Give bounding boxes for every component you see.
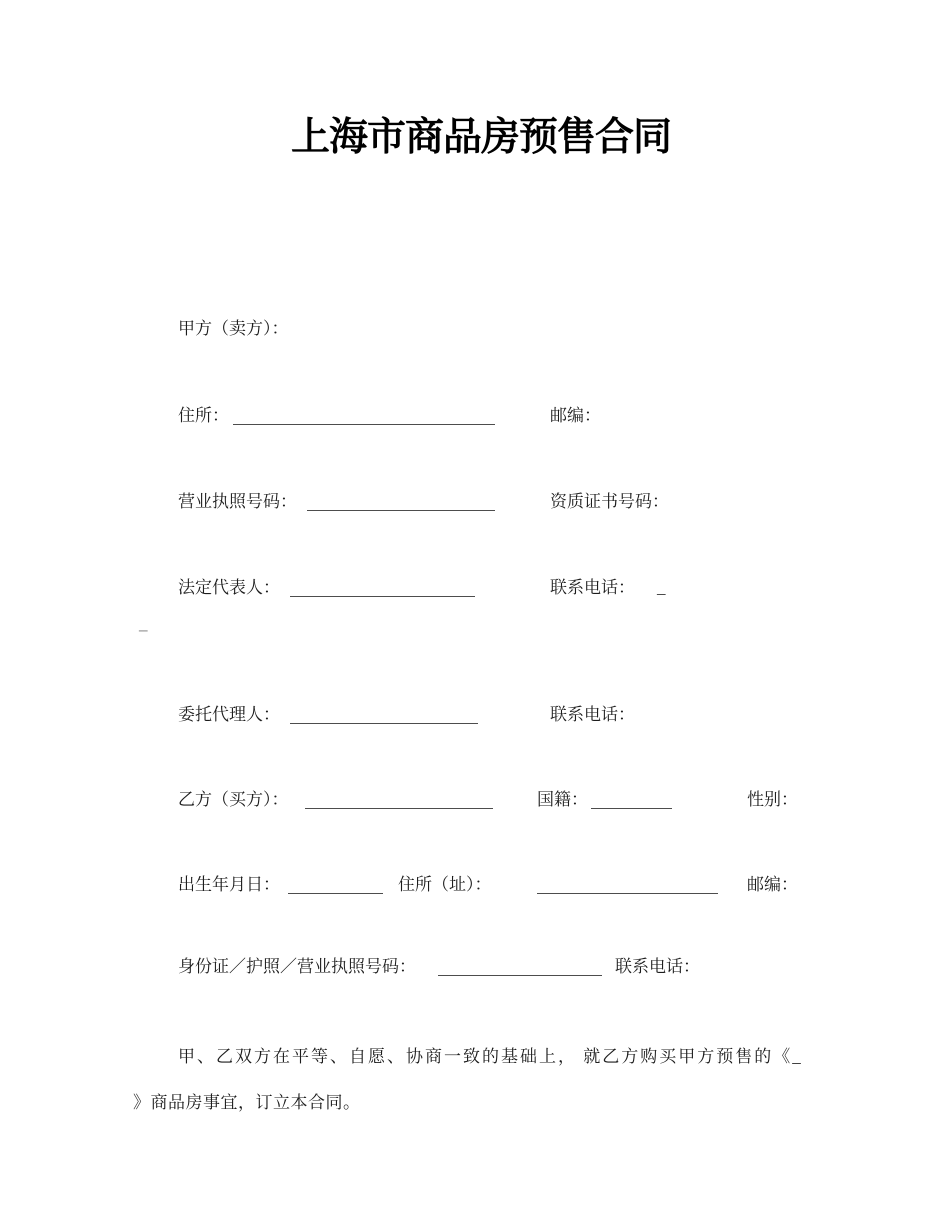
nationality-label: 国籍： [537, 790, 588, 809]
party-b-label: 乙方（买方）： [178, 790, 289, 809]
legal-rep-label: 法定代表人： [178, 578, 280, 597]
birth-date-label: 出生年月日： [178, 875, 280, 894]
wrapped-blank-stub: _ [139, 614, 148, 633]
birth-date-blank-line [288, 893, 383, 894]
business-license-label: 营业执照号码： [178, 492, 297, 511]
business-license-blank-line [307, 510, 495, 511]
id-number-label: 身份证／护照／营业执照号码： [178, 957, 416, 976]
qualification-cert-label: 资质证书号码： [550, 492, 669, 511]
residence-blank-line [537, 893, 718, 894]
legal-rep-blank-line [290, 596, 475, 597]
party-b-blank-line [305, 808, 493, 809]
address-label: 住所： [178, 406, 229, 425]
legal-rep-phone-label: 联系电话： [550, 578, 635, 597]
legal-rep-phone-blank-stub: _ [657, 578, 666, 597]
address-blank-line [233, 424, 495, 425]
agreement-paragraph-line2: 》商品房事宜，订立本合同。 [133, 1093, 361, 1112]
party-a-label: 甲方（卖方）： [178, 319, 289, 338]
agent-blank-line [290, 723, 478, 724]
nationality-blank-line [591, 808, 672, 809]
agreement-paragraph-line1: 甲、乙双方在平等、自愿、协商一致的基础上， 就乙方购买甲方预售的《_ [178, 1047, 803, 1066]
gender-label: 性别： [747, 790, 798, 809]
residence-label: 住所（址）： [398, 875, 492, 894]
id-phone-label: 联系电话： [615, 957, 700, 976]
document-title: 上海市商品房预售合同 [290, 116, 671, 159]
agent-label: 委托代理人： [178, 705, 280, 724]
id-number-blank-line [438, 975, 602, 976]
postal-code-label: 邮编： [550, 406, 601, 425]
birth-postal-label: 邮编： [747, 875, 798, 894]
agent-phone-label: 联系电话： [550, 705, 635, 724]
